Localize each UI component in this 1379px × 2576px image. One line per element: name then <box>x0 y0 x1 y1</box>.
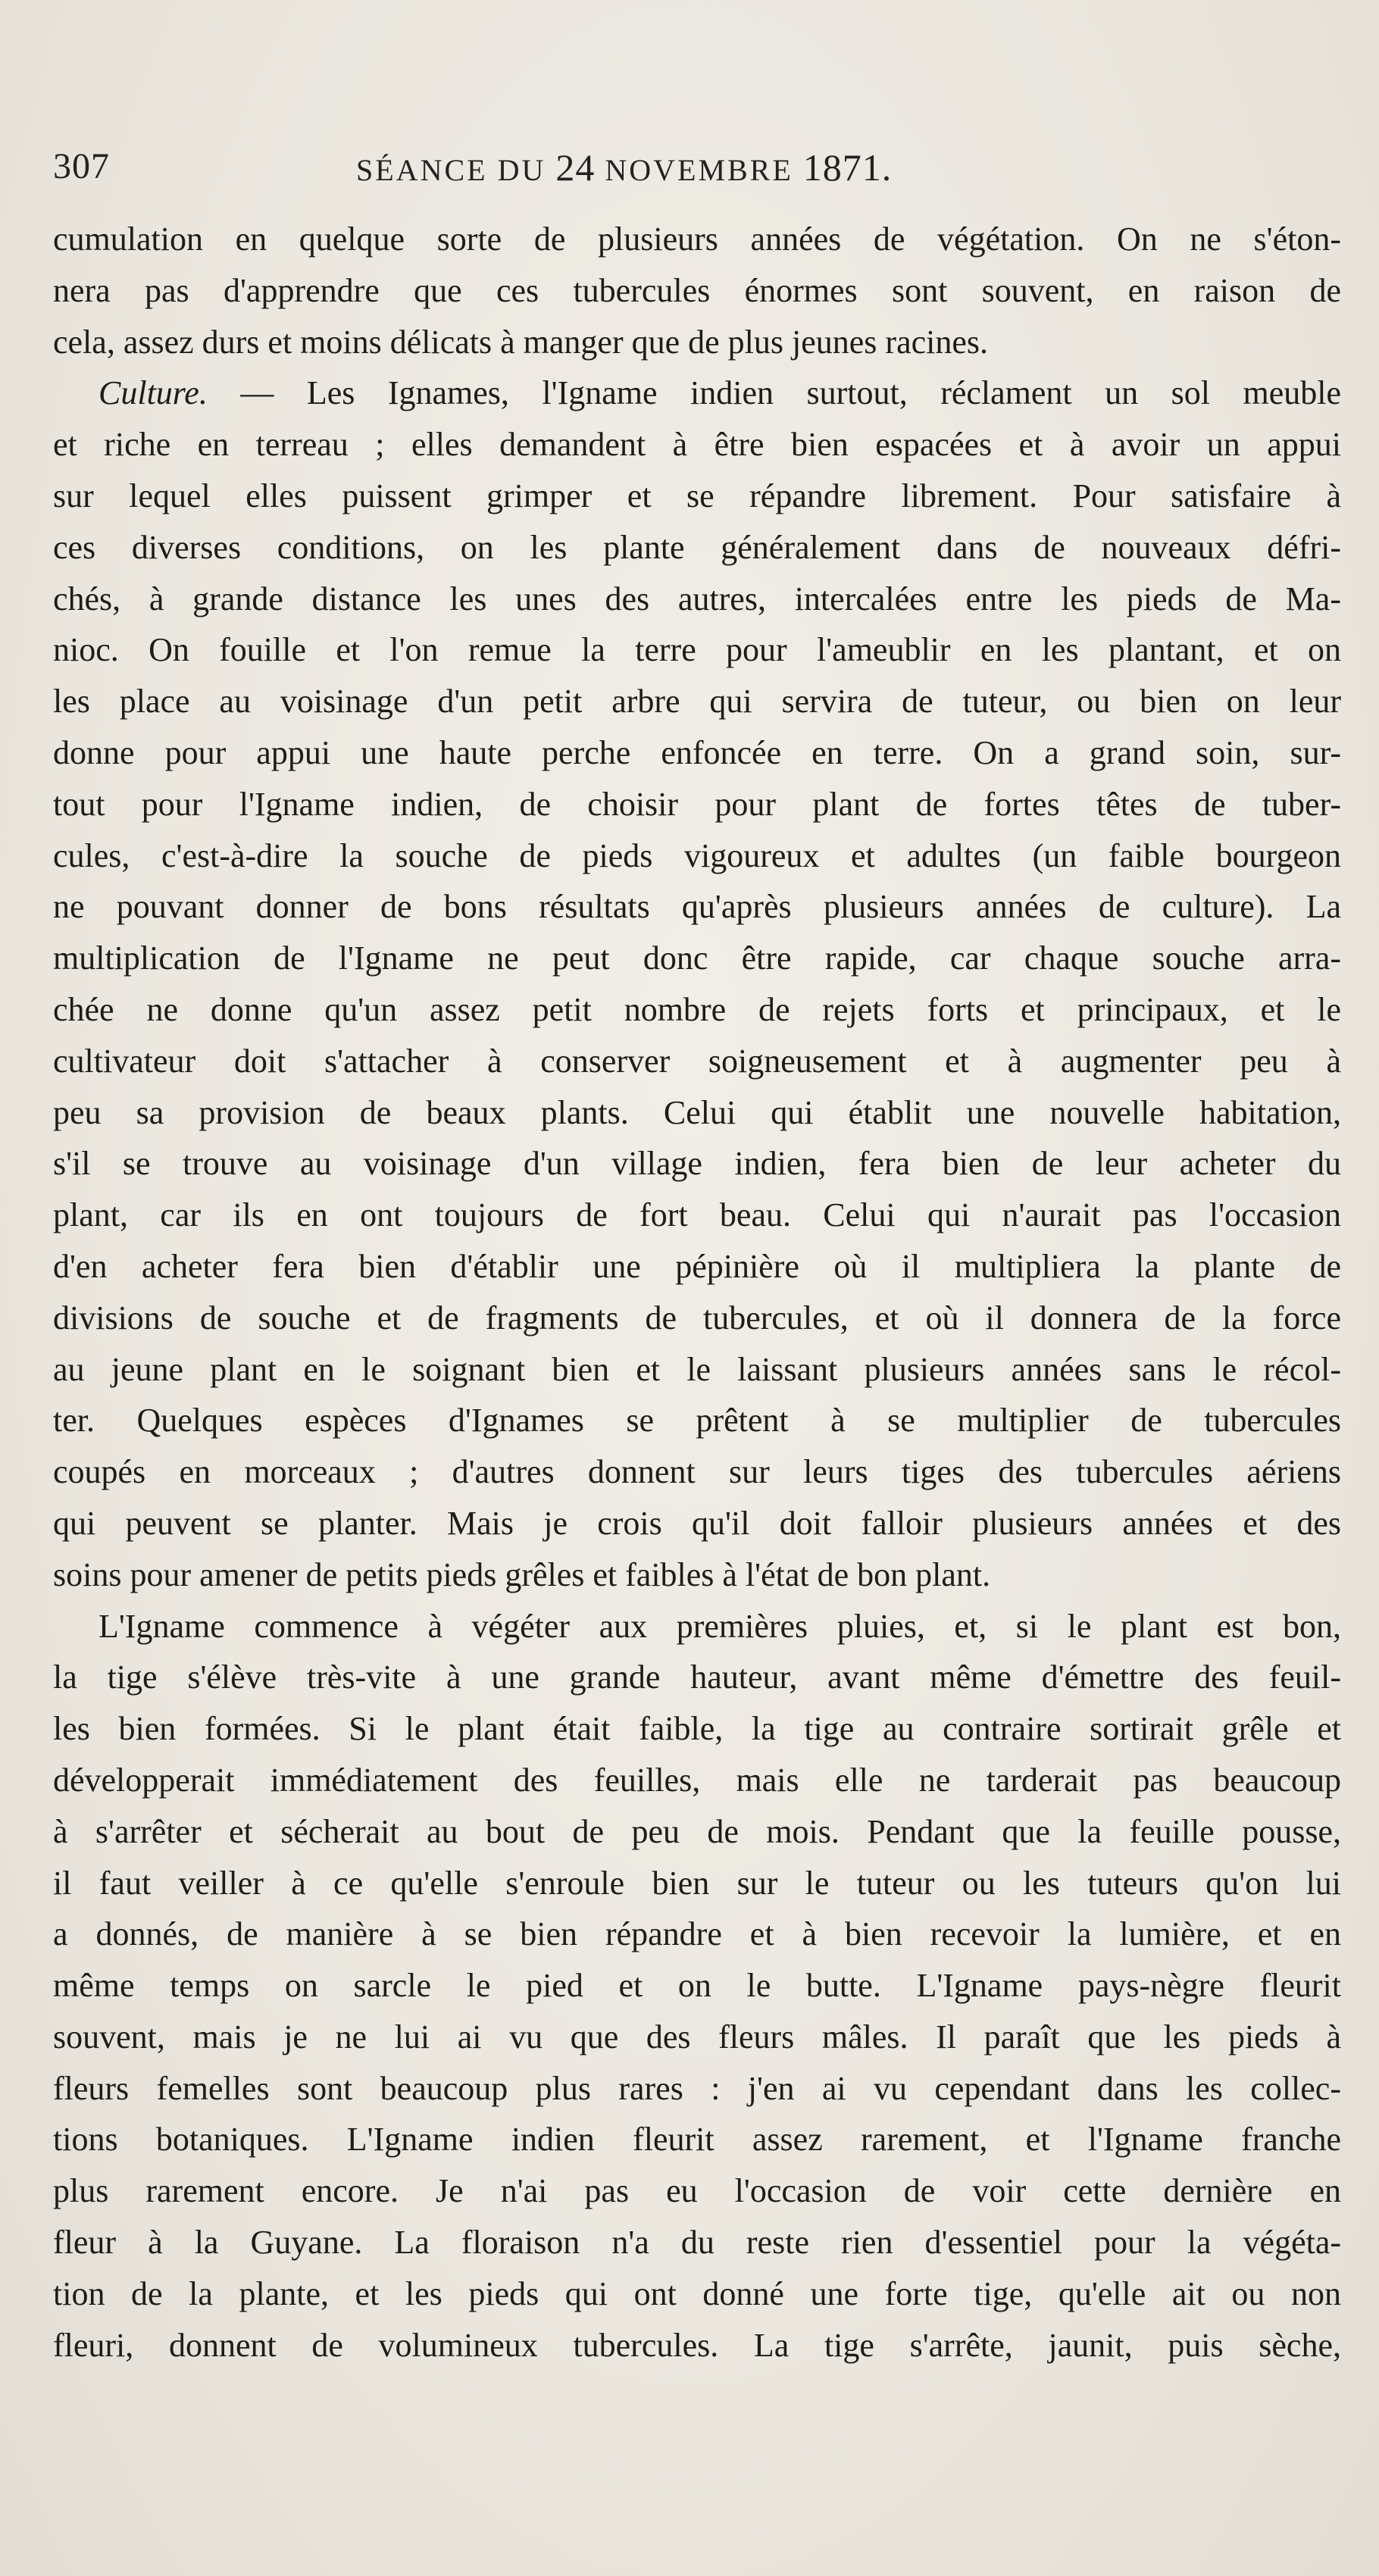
text-line: soins pour amener de petits pieds grêles et faibles à l'état de bon plant. <box>53 1555 991 1593</box>
text-line: développerait immédiatement des feuilles, mais elle ne tarderait pas beaucoup <box>53 1761 1341 1799</box>
text-line: qui peuvent se planter. Mais je crois qu'il doit falloir plusieurs années et des <box>53 1504 1341 1542</box>
text-line: plant, car ils en ont toujours de fort beau. Celui qui n'aurait pas l'occasion <box>53 1196 1341 1234</box>
text-line: au jeune plant en le soignant bien et le laissant plusieurs années sans le récol- <box>53 1350 1341 1388</box>
text-line: donne pour appui une haute perche enfoncée en terre. On a grand soin, sur- <box>53 733 1341 771</box>
text-line: cela, assez durs et moins délicats à manger que de plus jeunes racines. <box>53 323 988 361</box>
text-line: tion de la plante, et les pieds qui ont donné une forte tige, qu'elle ait ou non <box>53 2274 1341 2312</box>
text-line: divisions de souche et de fragments de tubercules, et où il donnera de la force <box>53 1299 1341 1336</box>
text-line: sur lequel elles puissent grimper et se répandre librement. Pour satisfaire à <box>53 477 1341 514</box>
text-line: a donnés, de manière à se bien répandre et à bien recevoir la lumière, et en <box>53 1915 1341 1953</box>
running-head-prefix: SÉANCE DU <box>356 153 546 187</box>
text-line: à s'arrêter et sécherait au bout de peu de mois. Pendant que la feuille pousse, <box>53 1812 1341 1850</box>
text-line: les bien formées. Si le plant était faible, la tige au contraire sortirait grêle et <box>53 1710 1341 1748</box>
text-line: cultivateur doit s'attacher à conserver soigneusement et à augmenter peu à <box>53 1042 1341 1080</box>
text-line: s'il se trouve au voisinage d'un village indien, fera bien de leur acheter du <box>53 1145 1341 1183</box>
text-line: la tige s'élève très-vite à une grande hauteur, avant même d'émettre des feuil- <box>53 1658 1341 1696</box>
text-line: nioc. On fouille et l'on remue la terre pour l'ameublir en les plantant, et on <box>53 631 1341 669</box>
text-line: les place au voisinage d'un petit arbre qui servira de tuteur, ou bien on leur <box>53 683 1341 721</box>
text-line: fleuri, donnent de volumineux tubercules. La tige s'arrête, jaunit, puis sèche, <box>53 2326 1341 2364</box>
text-line: il faut veiller à ce qu'elle s'enroule bien sur le tuteur ou les tuteurs qu'on lui <box>53 1864 1341 1902</box>
text-line: L'Igname commence à végéter aux premières pluies, et, si le plant est bon, <box>98 1607 1341 1645</box>
running-head-year: 1871. <box>802 146 893 189</box>
text-line: tions botaniques. L'Igname indien fleurit assez rarement, et l'Igname franche <box>53 2121 1341 2159</box>
running-head-month: NOVEMBRE <box>605 153 793 187</box>
text-line <box>53 2371 1341 2422</box>
text-line: d'en acheter fera bien d'établir une pépinière où il multipliera la plante de <box>53 1247 1341 1285</box>
text-line: fleurs femelles sont beaucoup plus rares : j'en ai vu cependant dans les collec- <box>53 2069 1341 2107</box>
text-line: et riche en terreau ; elles demandent à être bien espacées et à avoir un appui <box>53 426 1341 464</box>
text-line: chée ne donne qu'un assez petit nombre de rejets forts et principaux, et le <box>53 990 1341 1028</box>
text-line: chés, à grande distance les unes des autres, intercalées entre les pieds de Ma- <box>53 580 1341 617</box>
text-line: souvent, mais je ne lui ai vu que des fleurs mâles. Il paraît que les pieds à <box>53 2018 1341 2055</box>
text-line: tout pour l'Igname indien, de choisir pour plant de fortes têtes de tuber- <box>53 785 1341 823</box>
text-line: plus rarement encore. Je n'ai pas eu l'occasion de voir cette dernière en <box>53 2172 1341 2210</box>
page-number: 307 <box>53 146 110 186</box>
text-line-culture <box>53 367 1341 419</box>
running-head-day: 24 <box>555 146 596 189</box>
text-line: fleur à la Guyane. La floraison n'a du reste rien d'essentiel pour la végéta- <box>53 2224 1341 2262</box>
culture-heading: Culture. <box>98 374 208 412</box>
text-line: ne pouvant donner de bons résultats qu'après plusieurs années de culture). La <box>53 888 1341 926</box>
text-line: cumulation en quelque sorte de plusieurs années de végétation. On ne s'éton- <box>53 220 1341 258</box>
text-line: peu sa provision de beaux plants. Celui qui établit une nouvelle habitation, <box>53 1093 1341 1131</box>
culture-line-text: — Les Ignames, l'Igname indien surtout, réclament un sol meuble <box>240 374 1341 412</box>
text-line: nera pas d'apprendre que ces tubercules énormes sont souvent, en raison de <box>53 271 1341 309</box>
text-line: cules, c'est-à-dire la souche de pieds vigoureux et adultes (un faible bourgeon <box>53 836 1341 874</box>
body-text <box>53 214 1341 2422</box>
text-line: coupés en morceaux ; d'autres donnent sur leurs tiges des tubercules aériens <box>53 1453 1341 1491</box>
text-line: multiplication de l'Igname ne peut donc être rapide, car chaque souche arra- <box>53 939 1341 977</box>
text-line: ter. Quelques espèces d'Ignames se prêtent à se multiplier de tubercules <box>53 1402 1341 1440</box>
text-line: même temps on sarcle le pied et on le butte. L'Igname pays-nègre fleurit <box>53 1967 1341 2005</box>
page-header <box>53 145 1334 191</box>
text-line: ces diverses conditions, on les plante généralement dans de nouveaux défri- <box>53 528 1341 566</box>
running-head <box>356 145 1008 189</box>
